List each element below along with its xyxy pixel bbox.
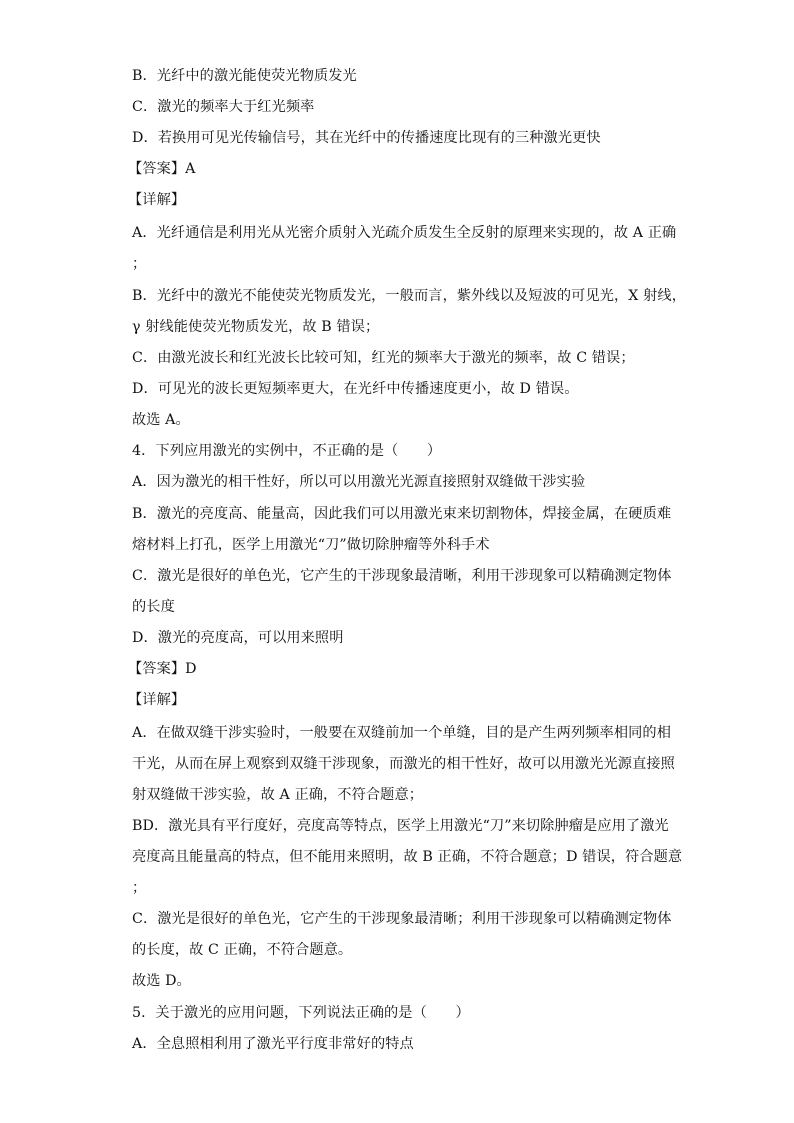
question-4-stem: 4．下列应用激光的实例中，不正确的是（ ） [132,443,442,459]
option-a-q4: A．因为激光的相干性好，所以可以用激光光源直接照射双缝做干涉实验 [132,474,586,490]
explanation-line: 干光，从而在屏上观察到双缝干涉现象，而激光的相干性好，故可以用激光光源直接照 [132,756,675,772]
answer-q3: 【答案】A [128,161,196,177]
option-d-q3: D．若换用可见光传输信号，其在光纤中的传播速度比现有的三种激光更快 [132,130,601,146]
option-a-q5: A．全息照相利用了激光平行度非常好的特点 [132,1036,414,1052]
explanation-line: A．光纤通信是利用光从光密介质射入光疏介质发生全反射的原理来实现的，故 A 正确 [132,225,677,241]
option-c-q3: C．激光的频率大于红光频率 [132,99,315,115]
explanation-heading-q4: 【详解】 [128,692,186,708]
answer-q4: 【答案】D [128,661,197,677]
explanation-line: B．光纤中的激光不能使荧光物质发光，一般而言，紫外线以及短波的可见光，X 射线， [132,288,686,304]
explanation-line: γ 射线能使荧光物质发光，故 B 错误； [132,319,380,335]
explanation-line: 的长度，故 C 正确，不符合题意。 [132,942,353,958]
option-b-q4: B．激光的亮度高、能量高，因此我们可以用激光束来切割物体，焊接金属，在硬质难 [132,506,672,522]
explanation-line: 亮度高且能量高的特点，但不能用来照明，故 B 正确，不符合题意；D 错误，符合题意 [132,849,683,865]
explanation-heading-q3: 【详解】 [128,192,186,208]
option-c-q4: C．激光是很好的单色光，它产生的干涉现象最清晰，利用干涉现象可以精确测定物体 [132,568,672,584]
conclusion-q4: 故选 D。 [132,973,191,989]
explanation-line: ； [132,880,147,896]
explanation-line: D．可见光的波长更短频率更大，在光纤中传播速度更小，故 D 错误。 [132,381,579,397]
explanation-line: A．在做双缝干涉实验时，一般要在双缝前加一个单缝，目的是产生两列频率相同的相 [132,725,671,741]
option-d-q4: D．激光的亮度高，可以用来照明 [132,630,344,646]
option-c-q4-cont: 的长度 [132,599,175,615]
explanation-line: C．由激光波长和红光波长比较可知，红光的频率大于激光的频率，故 C 错误； [132,350,635,366]
explanation-line: 射双缝做干涉实验，故 A 正确，不符合题意； [132,787,424,803]
conclusion-q3: 故选 A。 [132,412,190,428]
option-b-q3: B．光纤中的激光能使荧光物质发光 [132,68,357,84]
option-b-q4-cont: 熔材料上打孔，医学上用激光“刀”做切除肿瘤等外科手术 [132,537,490,553]
question-5-stem: 5．关于激光的应用问题，下列说法正确的是（ ） [132,1005,470,1021]
explanation-line: C．激光是很好的单色光，它产生的干涉现象最清晰；利用干涉现象可以精确测定物体 [132,911,672,927]
explanation-line: ； [132,256,147,272]
explanation-line: BD．激光具有平行度好，亮度高等特点，医学上用激光“刀”来切除肿瘤是应用了激光 [132,818,669,834]
